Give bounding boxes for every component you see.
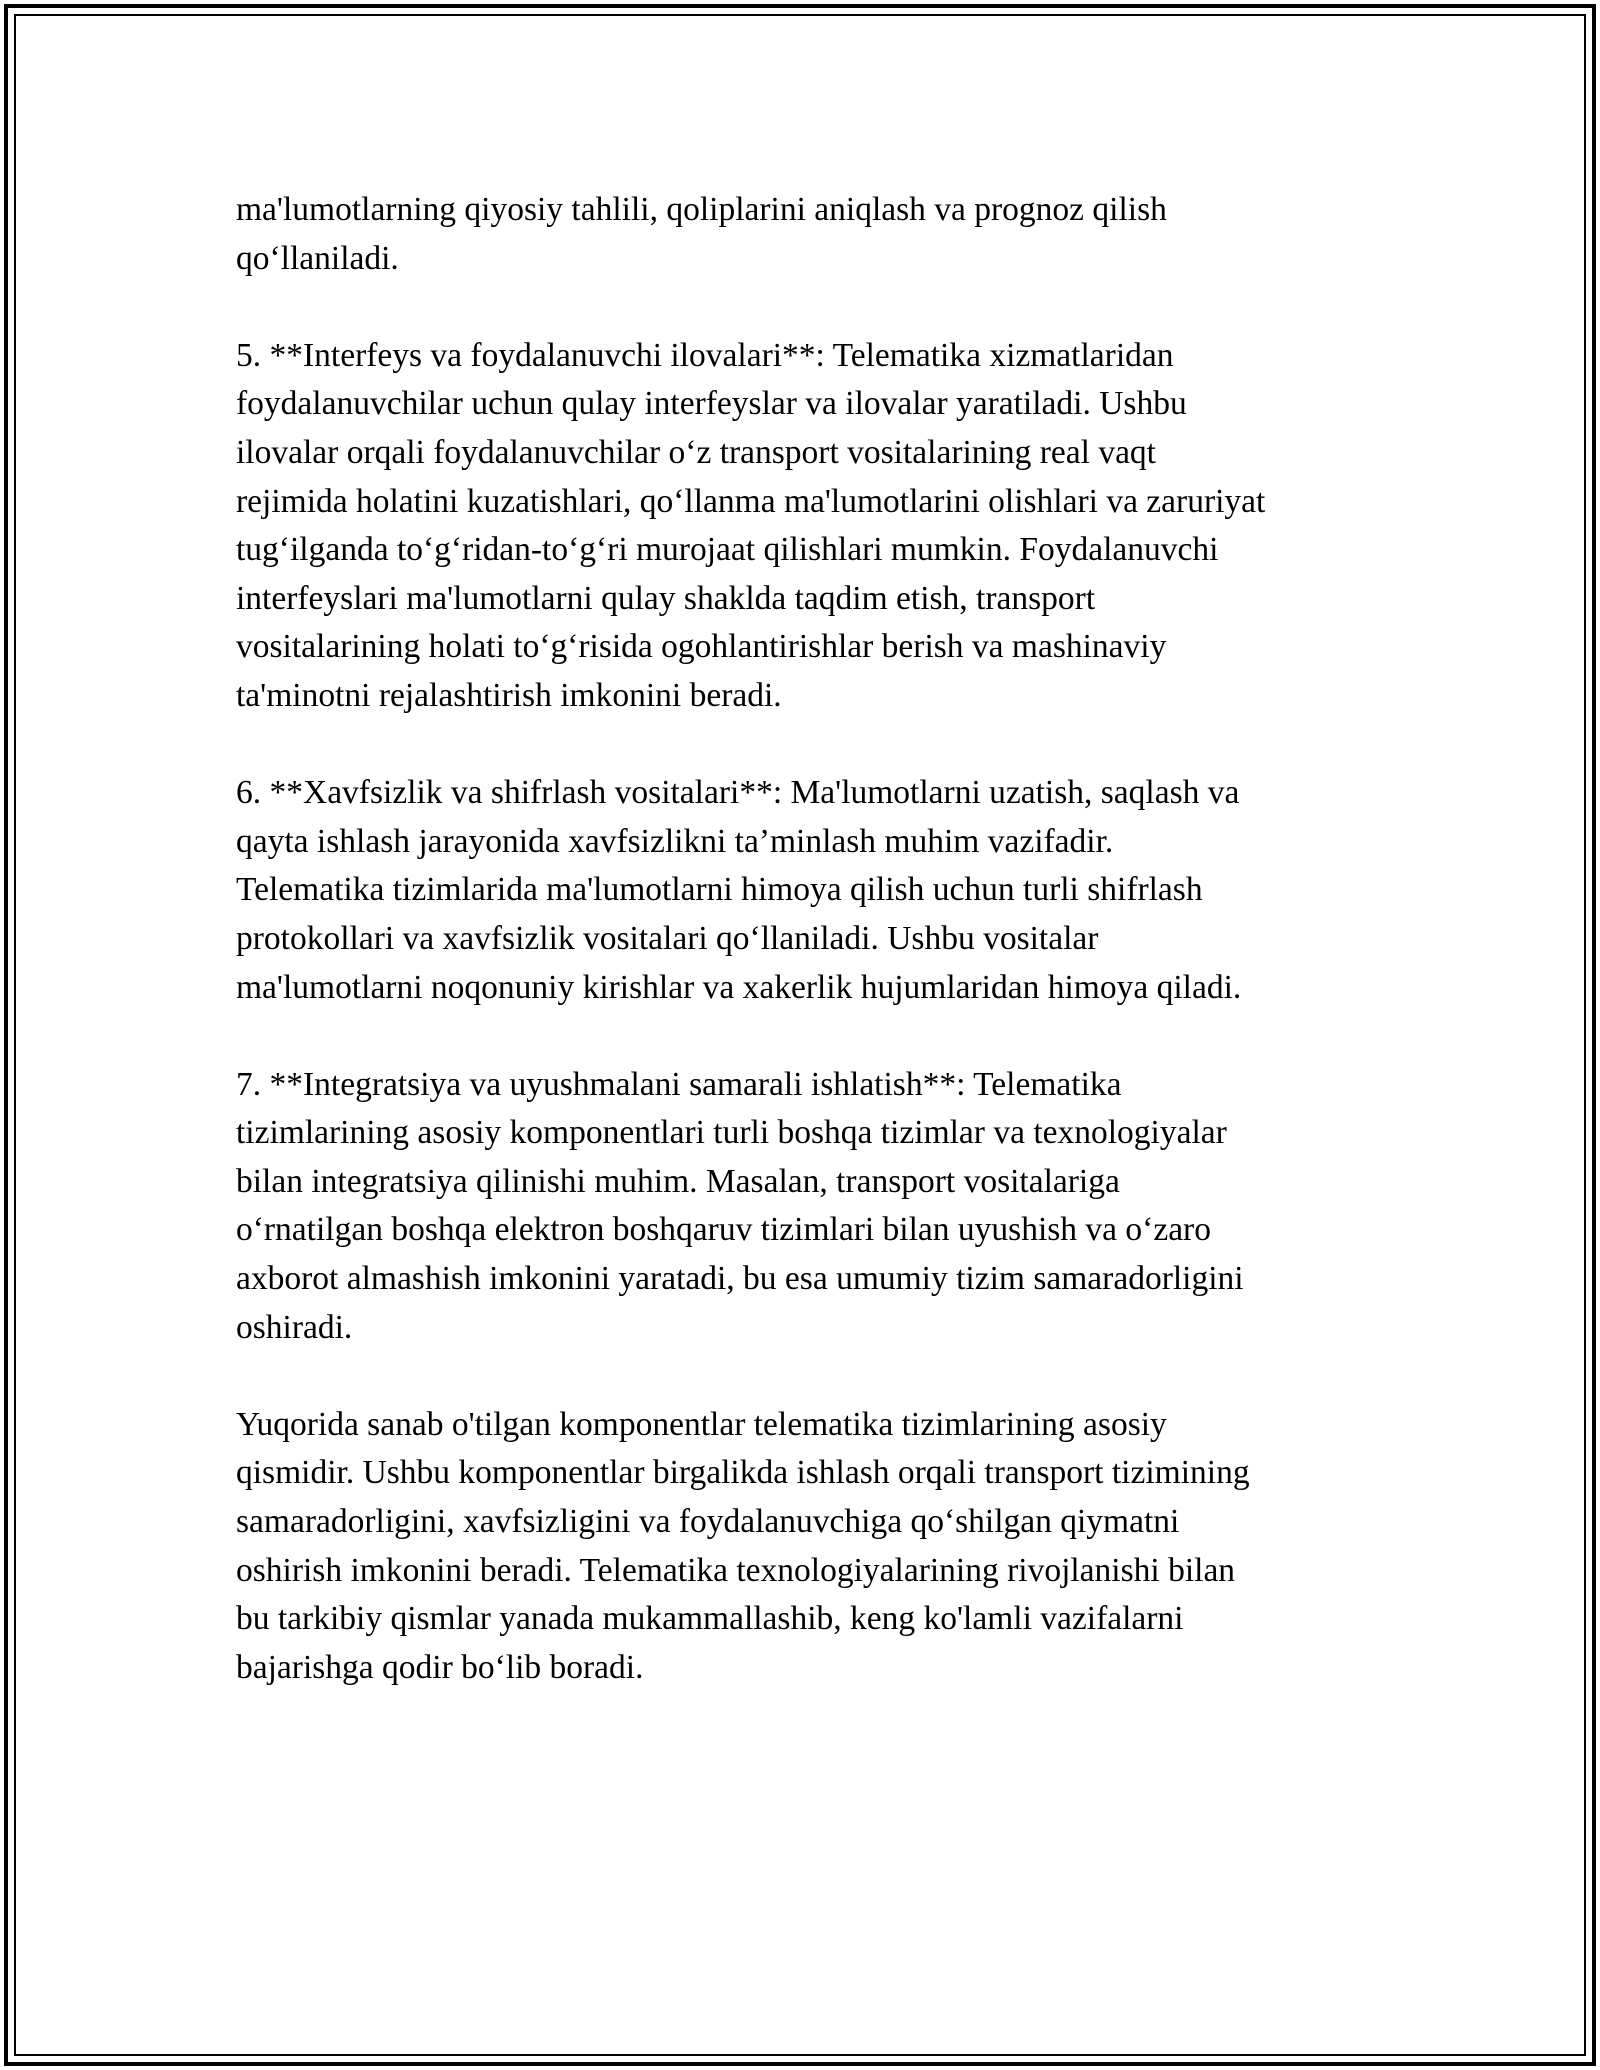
text-line: rejimida holatini kuzatishlari, qo‘llanma ma'lumotlarini olishlari va zaruriyat [236,482,1266,520]
text-line: Telematika tizimlarida ma'lumotlarni himoya qilish uchun turli shifrlash [236,871,1203,909]
text-line: Yuqorida sanab o'tilgan komponentlar telematika tizimlarining asosiy [236,1405,1167,1443]
text-line: 5. **Interfeys va foydalanuvchi ilovalari**: Telematika xizmatlaridan [236,336,1174,374]
text-line: ma'lumotlarni noqonuniy kirishlar va xakerlik hujumlaridan himoya qiladi. [236,968,1242,1006]
text-line: tug‘ilganda to‘g‘ridan-to‘g‘ri murojaat qilishlari mumkin. Foydalanuvchi [236,531,1219,569]
document-body [236,186,1376,1741]
text-line: bajarishga qodir bo‘lib boradi. [236,1648,644,1686]
paragraph-item-6-security [236,769,1376,1012]
text-line: tizimlarining asosiy komponentlari turli boshqa tizimlar va texnologiyalar [236,1114,1227,1152]
text-line: ta'minotni rejalashtirish imkonini beradi. [236,676,782,714]
text-line: foydalanuvchilar uchun qulay interfeyslar va ilovalar yaratiladi. Ushbu [236,385,1187,423]
text-line: axborot almashish imkonini yaratadi, bu esa umumiy tizim samaradorligini [236,1260,1244,1298]
paragraph-item-7-integration [236,1061,1376,1353]
paragraph-intro-continuation [236,186,1376,283]
text-line: protokollari va xavfsizlik vositalari qo‘llaniladi. Ushbu vositalar [236,919,1099,957]
text-line: 7. **Integratsiya va uyushmalani samarali ishlatish**: Telematika [236,1065,1122,1103]
text-line: o‘rnatilgan boshqa elektron boshqaruv tizimlari bilan uyushish va o‘zaro [236,1211,1211,1249]
text-line: bilan integratsiya qilinishi muhim. Masalan, transport vositalariga [236,1162,1120,1200]
text-line: samaradorligini, xavfsizligini va foydalanuvchiga qo‘shilgan qiymatni [236,1503,1180,1541]
paragraph-conclusion [236,1401,1376,1693]
text-line: ilovalar orqali foydalanuvchilar o‘z transport vositalarining real vaqt [236,433,1156,471]
text-line: bu tarkibiy qismlar yanada mukammallashib, keng ko'lamli vazifalarni [236,1600,1184,1638]
text-line: qayta ishlash jarayonida xavfsizlikni ta’minlash muhim vazifadir. [236,822,1114,860]
text-line: oshiradi. [236,1308,353,1346]
text-line: oshirish imkonini beradi. Telematika texnologiyalarining rivojlanishi bilan [236,1551,1236,1589]
text-line: interfeyslari ma'lumotlarni qulay shaklda taqdim etish, transport [236,579,1096,617]
paragraph-item-5-interfaces [236,332,1376,721]
text-line: qo‘llaniladi. [236,239,399,277]
text-line: vositalarining holati to‘g‘risida ogohlantirishlar berish va mashinaviy [236,628,1167,666]
text-line: 6. **Xavfsizlik va shifrlash vositalari**: Ma'lumotlarni uzatish, saqlash va [236,774,1240,812]
text-line: ma'lumotlarning qiyosiy tahlili, qoliplarini aniqlash va prognoz qilish [236,191,1167,228]
text-line: qismidir. Ushbu komponentlar birgalikda ishlash orqali transport tizimining [236,1454,1250,1492]
